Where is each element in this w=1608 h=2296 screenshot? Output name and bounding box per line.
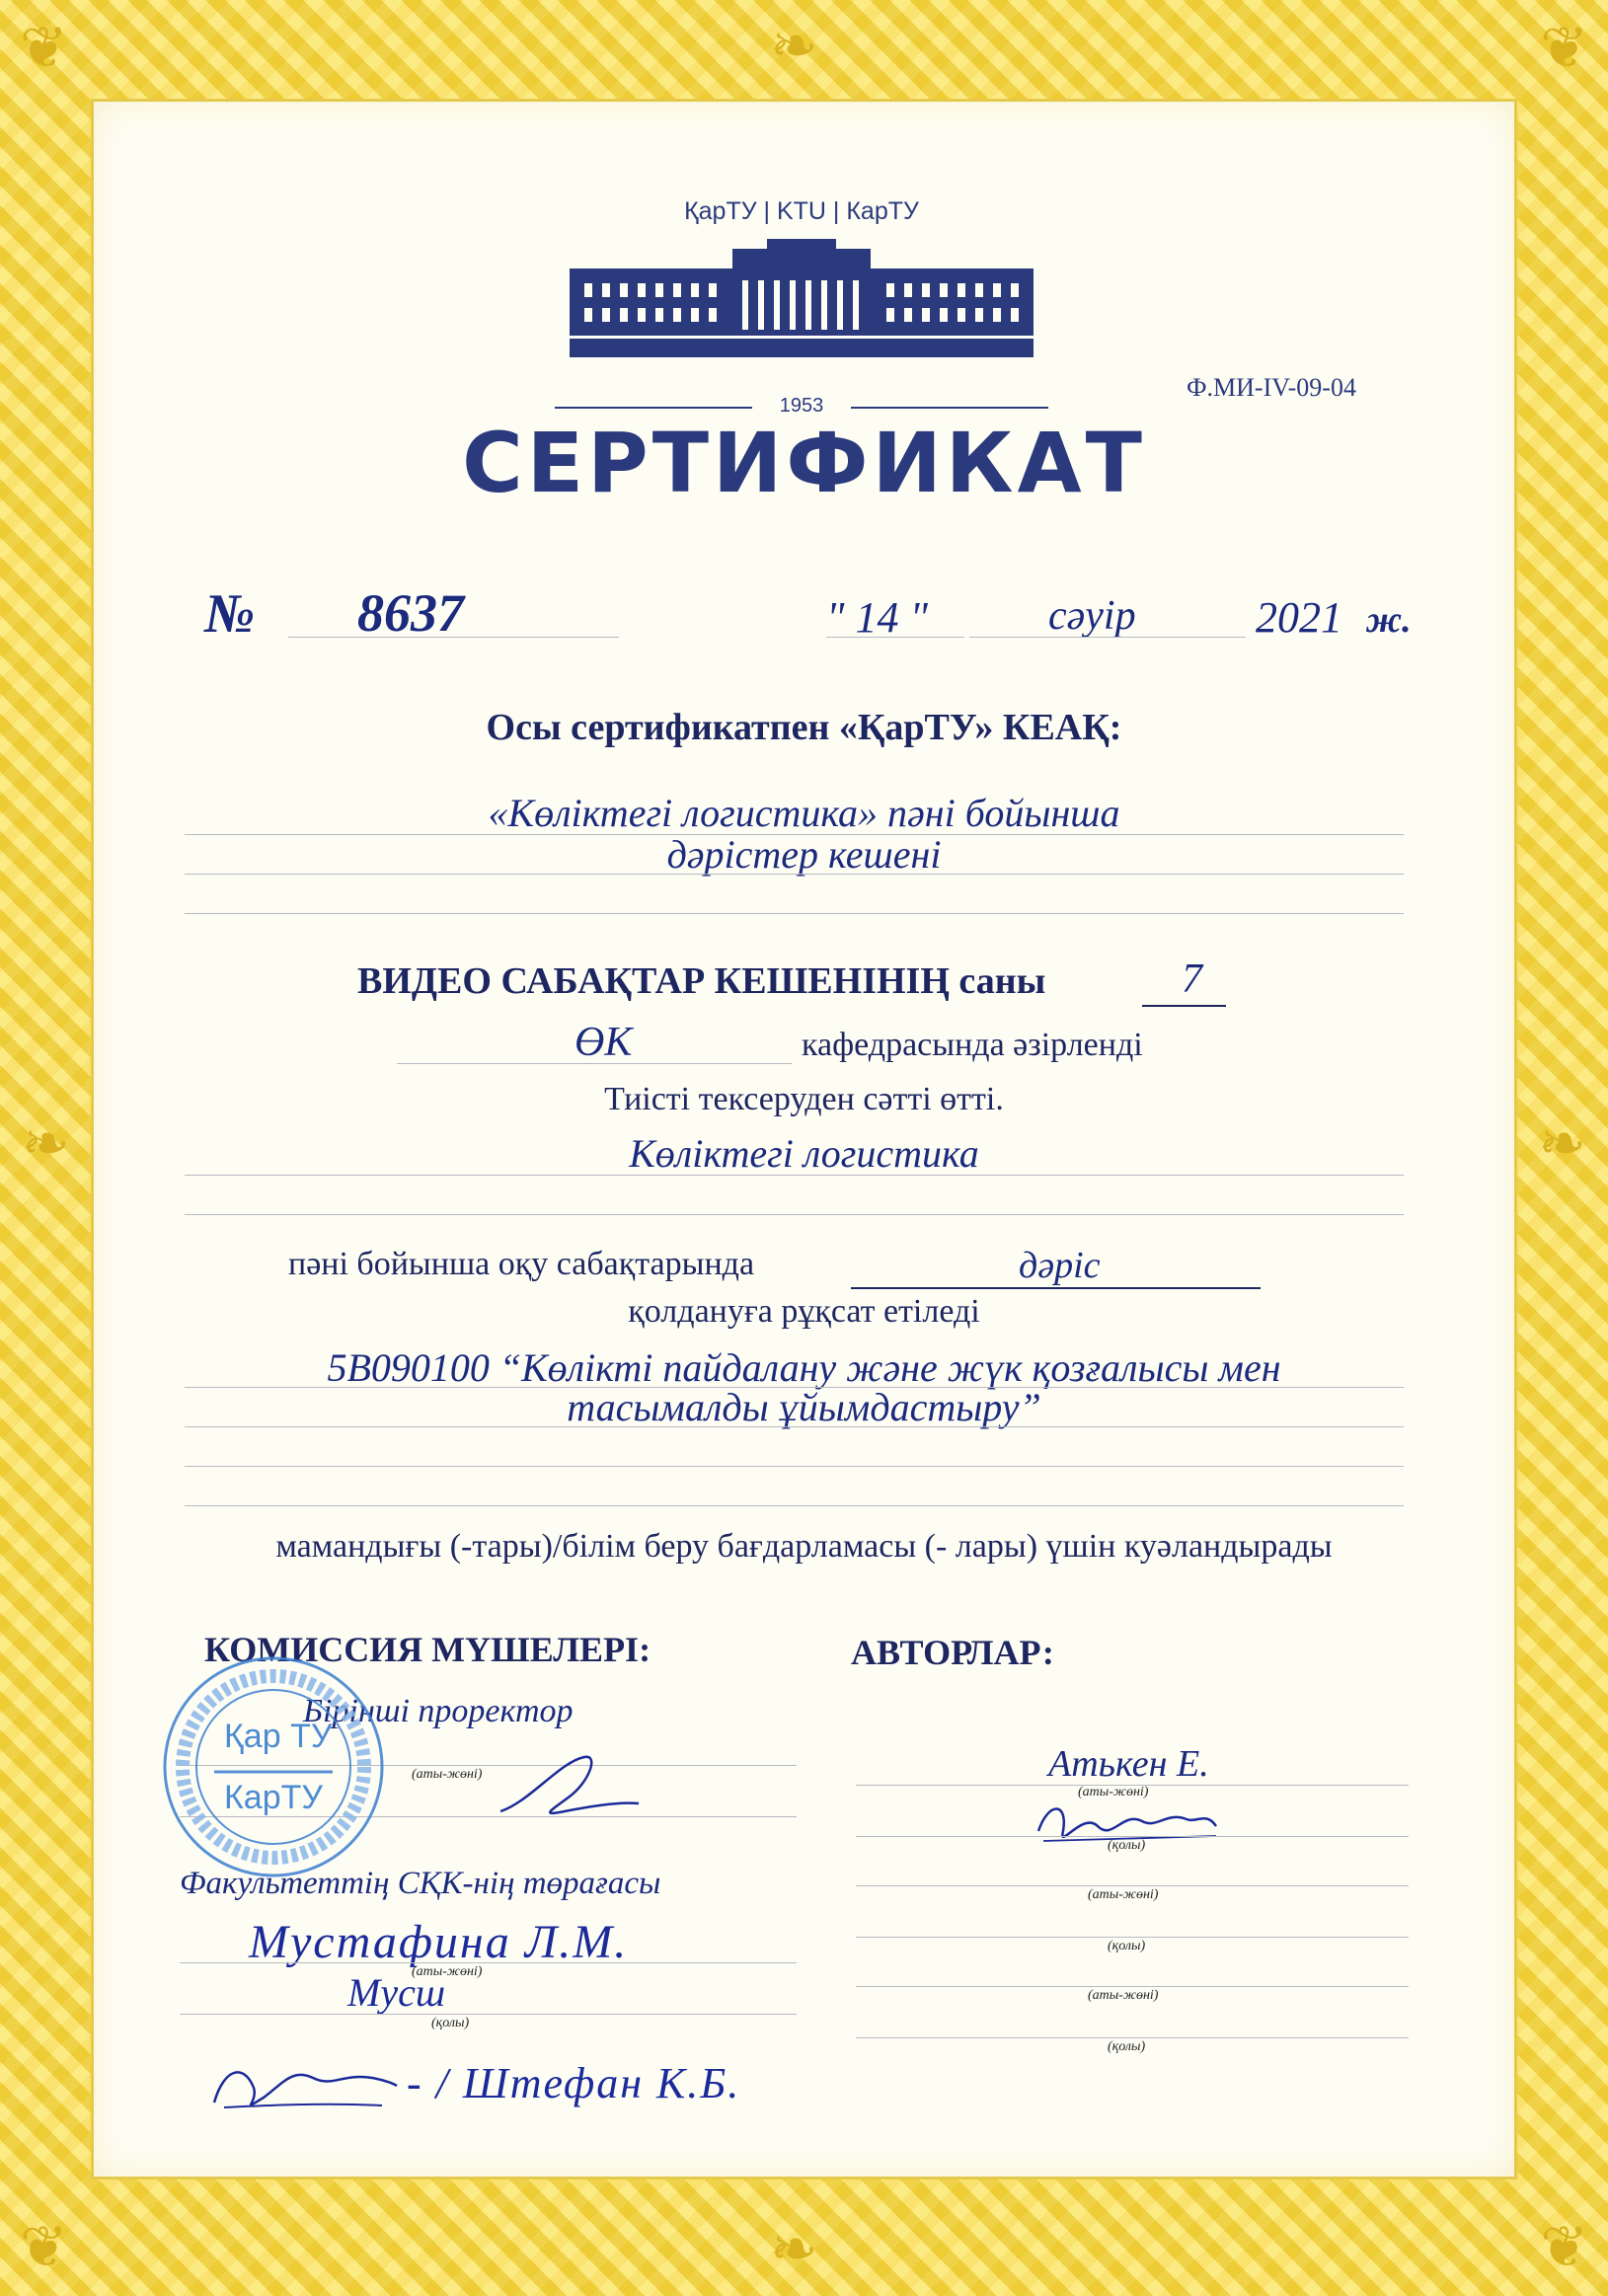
- certifies-text: мамандығы (-тары)/білім беру бағдарламасы (- лары) үшін куәландырады: [275, 1528, 1333, 1565]
- video-count-label: ВИДЕО САБАҚТАР КЕШЕНІНІҢ саны: [357, 960, 1046, 1002]
- page-title: СЕРТИФИКАТ: [462, 415, 1146, 511]
- department-label: кафедрасында әзірленді: [802, 1027, 1143, 1063]
- complex-line2-underline: [185, 874, 1404, 875]
- subject-line2-underline: [185, 1214, 1404, 1215]
- member2-line1: [180, 1962, 797, 1963]
- certificate-number: 8637: [357, 583, 464, 643]
- author2-caption-name: (аты-жөні): [1088, 1887, 1159, 1902]
- number-underline: [288, 637, 619, 638]
- specialty-line3-underline: [185, 1466, 1404, 1467]
- stamp-brand-top: Қар ТУ: [224, 1718, 333, 1755]
- form-code: Ф.МИ-IV-09-04: [1187, 373, 1356, 402]
- author3-line2: [856, 2037, 1409, 2038]
- date-month: сәуір: [1048, 593, 1136, 639]
- member2-caption-sign: (қолы): [431, 2016, 470, 2030]
- border-ornament-icon: ❧: [22, 1111, 70, 1176]
- month-underline: [969, 637, 1246, 638]
- author3-caption-sign: (қолы): [1108, 2039, 1146, 2054]
- commission-member2-name: Мустафина Л.М.: [249, 1916, 629, 1968]
- department-value: ӨК: [574, 1020, 633, 1065]
- complex-line3-underline: [185, 913, 1404, 914]
- author3-line1: [856, 1986, 1409, 1987]
- commission-heading: КОМИССИЯ МҮШЕЛЕРІ:: [204, 1630, 651, 1669]
- author3-caption-name: (аты-жөні): [1088, 1988, 1159, 2003]
- specialty-line1: 5В090100 “Көлікті пайдалану және жүк қозғалысы мен: [327, 1345, 1281, 1390]
- border-ornament-icon: ❧: [770, 14, 818, 78]
- specialty-line4-underline: [185, 1505, 1404, 1506]
- author1-caption-sign: (қолы): [1108, 1838, 1146, 1853]
- author1-caption-name: (аты-жөні): [1078, 1785, 1149, 1799]
- university-seal-stamp: [160, 1653, 387, 1880]
- specialty-line2-underline: [185, 1426, 1404, 1427]
- video-count-underline: [1142, 1005, 1226, 1007]
- stamp-brand-bottom: КарТУ: [224, 1779, 323, 1816]
- subject-name: Көліктегі логистика: [629, 1131, 979, 1176]
- logo-year: 1953: [779, 395, 824, 417]
- day-underline: [826, 637, 964, 638]
- logo-divider-left: [555, 407, 752, 409]
- commission-member3-name: - / Штефан К.Б.: [407, 2059, 741, 2107]
- member2-line2: [180, 2014, 797, 2015]
- commission-member1-role: Бірінші проректор: [303, 1693, 574, 1729]
- usage-allowed: қолдануға рұқсат етіледі: [628, 1293, 980, 1330]
- member1-signature: [491, 1742, 649, 1831]
- authors-heading: АВТОРЛАР:: [851, 1633, 1054, 1672]
- number-sign: №: [204, 583, 256, 645]
- border-ornament-icon: ❧: [770, 2217, 818, 2281]
- member3-signature: [204, 2048, 402, 2127]
- commission-member2-role: Факультеттің СҚК-нің төрағасы: [180, 1866, 661, 1901]
- date-year: 2021: [1256, 593, 1342, 642]
- author1-line2: [856, 1836, 1409, 1837]
- checked-text: Тиісті тексеруден сәтті өтті.: [604, 1081, 1004, 1117]
- logo-divider-right: [851, 407, 1048, 409]
- intro-text: Осы сертификатпен «ҚарТУ» КЕАҚ:: [486, 707, 1122, 748]
- complex-name-line2: дәрістер кешені: [666, 832, 942, 877]
- video-count-value: 7: [1182, 957, 1202, 1002]
- author2-line1: [856, 1885, 1409, 1886]
- border-ornament-icon: ❦: [20, 2215, 68, 2279]
- border-ornament-icon: ❦: [1540, 16, 1588, 80]
- border-ornament-icon: ❦: [1540, 2215, 1588, 2279]
- border-ornament-icon: ❧: [1538, 1111, 1586, 1176]
- author1-name: Атькен Е.: [1048, 1743, 1209, 1785]
- usage-label: пәні бойынша оқу сабақтарында: [288, 1246, 755, 1282]
- usage-value: дәріс: [1019, 1245, 1101, 1286]
- logo-header: ҚарТУ | KTU | КарТУ: [684, 197, 919, 225]
- border-ornament-icon: ❦: [20, 16, 68, 80]
- author2-caption-sign: (қолы): [1108, 1939, 1146, 1953]
- complex-name-line1: «Көліктегі логистика» пәні бойынша: [488, 791, 1120, 835]
- certificate-paper: [91, 99, 1517, 2180]
- author2-line2: [856, 1937, 1409, 1938]
- usage-underline: [851, 1287, 1261, 1289]
- member2-caption-name: (аты-жөні): [412, 1964, 483, 1979]
- building-icon: [555, 239, 1048, 377]
- date-day: " 14 ": [826, 593, 928, 642]
- commission-member2-signature: Мусш: [347, 1970, 446, 2015]
- member1-caption-name: (аты-жөні): [412, 1767, 483, 1782]
- subject-line1-underline: [185, 1175, 1404, 1176]
- specialty-line2: тасымалды ұйымдастыру”: [567, 1385, 1041, 1429]
- date-suffix: ж.: [1366, 599, 1412, 641]
- department-underline: [397, 1063, 792, 1064]
